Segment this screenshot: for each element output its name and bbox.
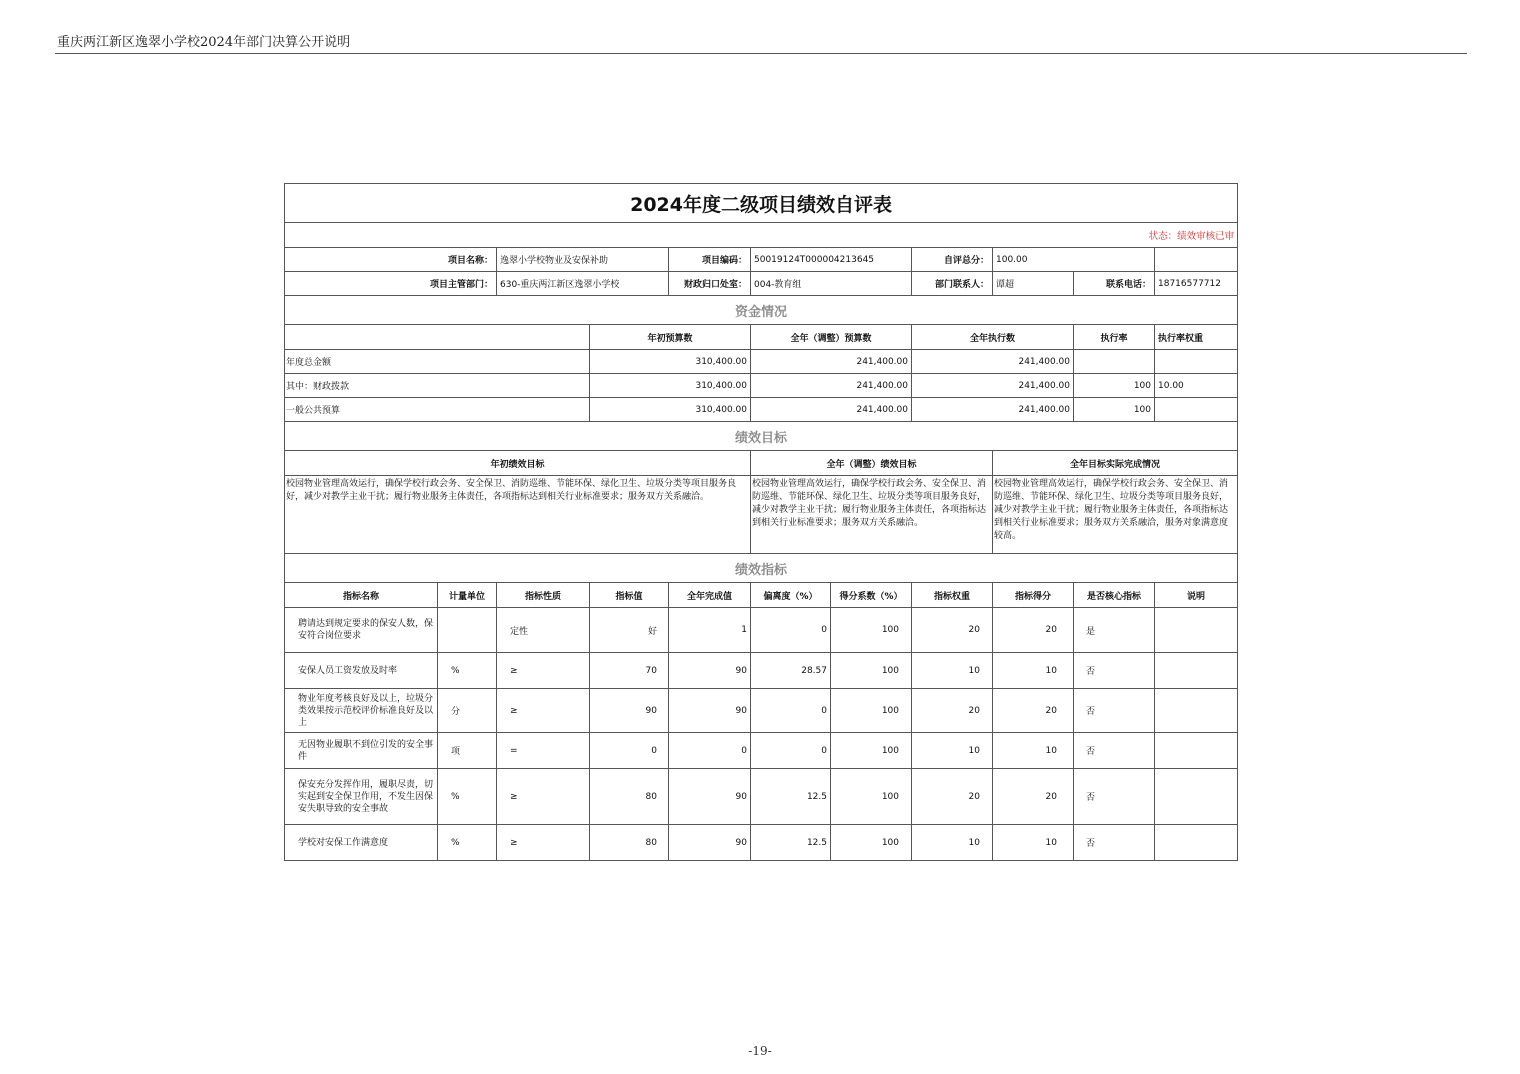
ind-header-deviation: 偏离度（%） <box>751 583 831 608</box>
indicator-row <box>285 653 1238 689</box>
dept-label: 项目主管部门： <box>285 272 497 296</box>
ind-note <box>1155 653 1238 689</box>
finance-office-value: 004-教育组 <box>751 272 912 296</box>
ind-core: 是 <box>1074 608 1155 653</box>
ind-header-actual: 全年完成值 <box>669 583 751 608</box>
ind-nature: ≥ <box>497 769 590 825</box>
contact-label: 部门联系人： <box>912 272 993 296</box>
ind-weight: 20 <box>912 608 993 653</box>
ind-unit: 项 <box>438 733 497 769</box>
ind-score: 20 <box>993 769 1074 825</box>
page-number: -19- <box>748 1044 772 1058</box>
phone-label: 联系电话： <box>1074 272 1155 296</box>
funds-row-adjusted: 241,400.00 <box>751 350 912 374</box>
ind-actual: 90 <box>669 769 751 825</box>
ind-coef: 100 <box>831 733 912 769</box>
funds-row <box>285 398 1238 422</box>
ind-score: 10 <box>993 825 1074 861</box>
funds-row-rate <box>1074 350 1155 374</box>
goals-header-adjusted: 全年（调整）绩效目标 <box>751 451 993 476</box>
funds-row-weight <box>1155 350 1238 374</box>
ind-score: 10 <box>993 653 1074 689</box>
finance-office-label: 财政归口处室： <box>669 272 751 296</box>
ind-core: 否 <box>1074 769 1155 825</box>
funds-row-name: 年度总金额 <box>285 350 590 374</box>
project-code-value: 50019124T000004213645 <box>751 248 912 272</box>
funds-row-weight: 10.00 <box>1155 374 1238 398</box>
funds-row-rate: 100 <box>1074 398 1155 422</box>
project-code-label: 项目编码： <box>669 248 751 272</box>
dept-value: 630-重庆两江新区逸翠小学校 <box>497 272 669 296</box>
ind-name: 聘请达到规定要求的保安人数，保安符合岗位要求 <box>285 608 438 653</box>
ind-deviation: 12.5 <box>751 769 831 825</box>
ind-deviation: 28.57 <box>751 653 831 689</box>
ind-weight: 20 <box>912 689 993 733</box>
ind-target: 好 <box>590 608 669 653</box>
goal-actual-text: 校园物业管理高效运行，确保学校行政会务、安全保卫、消防巡维、节能环保、绿化卫生、垃圾分类等项目服务良好，减少对教学主业干扰；履行物业服务主体责任，各项指标达到相关行业标准要求；服务双方关系融洽，服务对象满意度较高。 <box>993 476 1238 554</box>
ind-unit <box>438 608 497 653</box>
ind-header-unit: 计量单位 <box>438 583 497 608</box>
goals-header-actual: 全年目标实际完成情况 <box>993 451 1238 476</box>
indicators-section-title: 绩效指标 <box>285 554 1238 583</box>
ind-coef: 100 <box>831 689 912 733</box>
funds-section-title: 资金情况 <box>285 296 1238 325</box>
ind-target: 80 <box>590 769 669 825</box>
funds-header-weight: 执行率权重 <box>1155 325 1238 350</box>
ind-weight: 10 <box>912 733 993 769</box>
funds-row-initial: 310,400.00 <box>590 374 751 398</box>
ind-actual: 1 <box>669 608 751 653</box>
ind-unit: 分 <box>438 689 497 733</box>
ind-name: 学校对安保工作满意度 <box>285 825 438 861</box>
ind-core: 否 <box>1074 733 1155 769</box>
ind-target: 70 <box>590 653 669 689</box>
indicator-row <box>285 769 1238 825</box>
ind-name: 无因物业履职不到位引发的安全事件 <box>285 733 438 769</box>
ind-weight: 20 <box>912 769 993 825</box>
ind-unit: % <box>438 653 497 689</box>
indicator-row <box>285 608 1238 653</box>
ind-core: 否 <box>1074 689 1155 733</box>
ind-header-note: 说明 <box>1155 583 1238 608</box>
self-score-label: 自评总分： <box>912 248 993 272</box>
ind-nature: = <box>497 733 590 769</box>
ind-weight: 10 <box>912 825 993 861</box>
ind-coef: 100 <box>831 825 912 861</box>
ind-nature: ≥ <box>497 653 590 689</box>
indicator-row <box>285 689 1238 733</box>
ind-note <box>1155 689 1238 733</box>
funds-header-blank <box>285 325 590 350</box>
document-header: 重庆两江新区逸翠小学校2024年部门决算公开说明 <box>57 35 351 50</box>
funds-row <box>285 350 1238 374</box>
funds-row-name: 其中：财政拨款 <box>285 374 590 398</box>
goals-header-initial: 年初绩效目标 <box>285 451 751 476</box>
funds-row-weight <box>1155 398 1238 422</box>
ind-actual: 90 <box>669 653 751 689</box>
ind-target: 90 <box>590 689 669 733</box>
ind-deviation: 0 <box>751 689 831 733</box>
ind-name: 保安充分发挥作用，履职尽责，切实起到安全保卫作用，不发生因保安失职导致的安全事故 <box>285 769 438 825</box>
indicator-row <box>285 733 1238 769</box>
ind-score: 10 <box>993 733 1074 769</box>
goal-adjusted-text: 校园物业管理高效运行，确保学校行政会务、安全保卫、消防巡维、节能环保、绿化卫生、垃圾分类等项目服务良好，减少对教学主业干扰；履行物业服务主体责任，各项指标达到相关行业标准要求；服务双方关系融洽。 <box>751 476 993 554</box>
goals-section-title: 绩效目标 <box>285 422 1238 451</box>
ind-name: 安保人员工资发放及时率 <box>285 653 438 689</box>
ind-header-score: 指标得分 <box>993 583 1074 608</box>
ind-header-name: 指标名称 <box>285 583 438 608</box>
ind-weight: 10 <box>912 653 993 689</box>
ind-coef: 100 <box>831 769 912 825</box>
ind-score: 20 <box>993 689 1074 733</box>
ind-note <box>1155 608 1238 653</box>
funds-row-executed: 241,400.00 <box>912 350 1074 374</box>
self-score-value: 100.00 <box>993 248 1155 272</box>
performance-self-evaluation-table <box>284 183 1238 861</box>
ind-core: 否 <box>1074 653 1155 689</box>
funds-row-adjusted: 241,400.00 <box>751 374 912 398</box>
ind-note <box>1155 733 1238 769</box>
funds-row-name: 一般公共预算 <box>285 398 590 422</box>
contact-value: 谭超 <box>993 272 1074 296</box>
ind-deviation: 0 <box>751 608 831 653</box>
ind-target: 0 <box>590 733 669 769</box>
ind-coef: 100 <box>831 653 912 689</box>
funds-row <box>285 374 1238 398</box>
funds-row-executed: 241,400.00 <box>912 398 1074 422</box>
indicator-row <box>285 825 1238 861</box>
header-rule <box>55 53 1467 54</box>
ind-note <box>1155 769 1238 825</box>
ind-nature: ≥ <box>497 825 590 861</box>
ind-header-core: 是否核心指标 <box>1074 583 1155 608</box>
goal-initial-text: 校园物业管理高效运行，确保学校行政会务、安全保卫、消防巡维、节能环保、绿化卫生、垃圾分类等项目服务良好，减少对教学主业干扰；履行物业服务主体责任，各项指标达到相关行业标准要求；服务双方关系融洽。 <box>285 476 751 554</box>
funds-header-adjusted: 全年（调整）预算数 <box>751 325 912 350</box>
ind-header-coef: 得分系数（%） <box>831 583 912 608</box>
ind-target: 80 <box>590 825 669 861</box>
phone-value: 18716577712 <box>1155 272 1238 296</box>
funds-header-rate: 执行率 <box>1074 325 1155 350</box>
empty-cell <box>1155 248 1238 272</box>
ind-header-weight: 指标权重 <box>912 583 993 608</box>
funds-row-adjusted: 241,400.00 <box>751 398 912 422</box>
project-name-value: 逸翠小学校物业及安保补助 <box>497 248 669 272</box>
ind-coef: 100 <box>831 608 912 653</box>
funds-row-executed: 241,400.00 <box>912 374 1074 398</box>
ind-name: 物业年度考核良好及以上，垃圾分类效果按示范校评价标准良好及以上 <box>285 689 438 733</box>
form-title: 2024年度二级项目绩效自评表 <box>285 184 1238 223</box>
ind-deviation: 12.5 <box>751 825 831 861</box>
ind-actual: 90 <box>669 689 751 733</box>
ind-nature: ≥ <box>497 689 590 733</box>
ind-header-nature: 指标性质 <box>497 583 590 608</box>
project-name-label: 项目名称： <box>285 248 497 272</box>
funds-row-initial: 310,400.00 <box>590 350 751 374</box>
ind-nature: 定性 <box>497 608 590 653</box>
funds-row-rate: 100 <box>1074 374 1155 398</box>
status-text: 状态：绩效审核已审 <box>285 223 1238 248</box>
ind-actual: 0 <box>669 733 751 769</box>
ind-note <box>1155 825 1238 861</box>
ind-score: 20 <box>993 608 1074 653</box>
ind-core: 否 <box>1074 825 1155 861</box>
funds-row-initial: 310,400.00 <box>590 398 751 422</box>
ind-actual: 90 <box>669 825 751 861</box>
funds-header-executed: 全年执行数 <box>912 325 1074 350</box>
ind-unit: % <box>438 769 497 825</box>
funds-header-initial: 年初预算数 <box>590 325 751 350</box>
ind-unit: % <box>438 825 497 861</box>
ind-header-target: 指标值 <box>590 583 669 608</box>
ind-deviation: 0 <box>751 733 831 769</box>
